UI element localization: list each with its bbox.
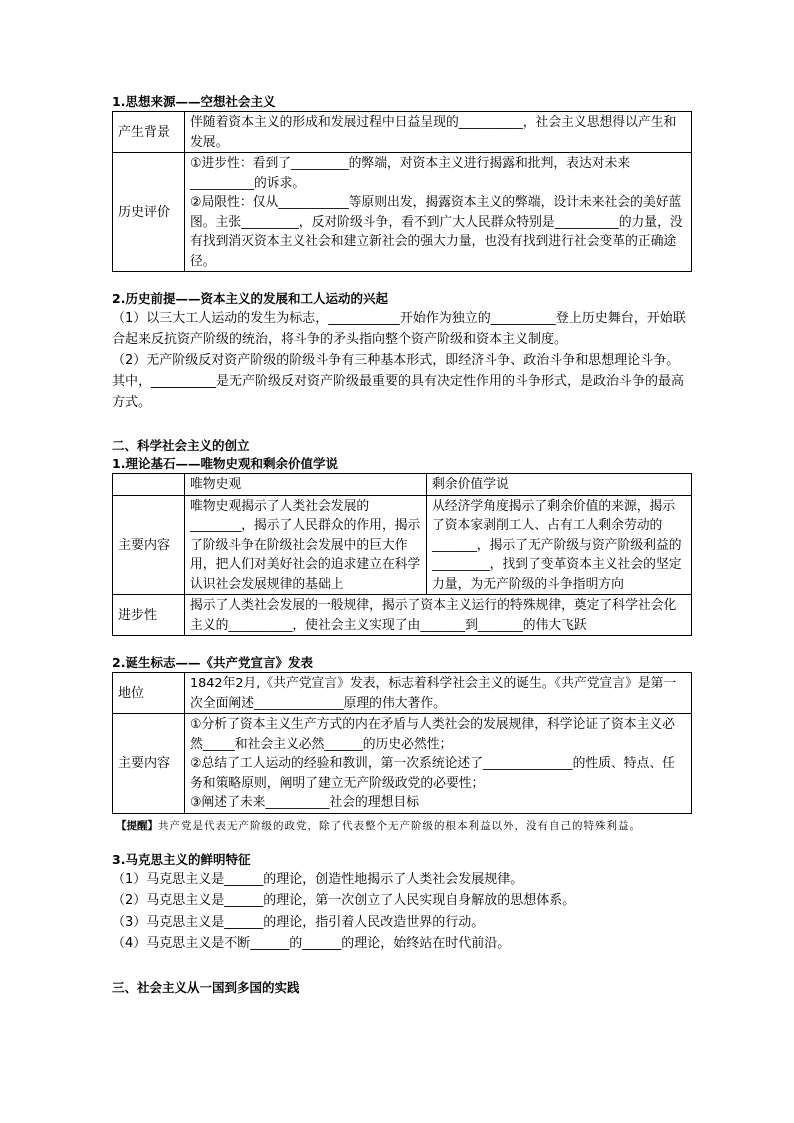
paragraph: （1）以三大工人运动的发生为标志，___________开始作为独立的__________登上历史舞台，开始联合起来反抗资产阶级的统治，将斗争的矛头指向整个资产阶级和资本主义制度。 xyxy=(112,311,686,347)
table-row xyxy=(113,495,692,595)
section-heading: 2.诞生标志——《共产党宣言》发表 xyxy=(112,655,313,670)
row-content xyxy=(185,153,692,272)
table-row xyxy=(113,112,692,153)
feature-list xyxy=(112,869,692,955)
reminder-note xyxy=(116,816,692,837)
empty-header-cell xyxy=(113,474,185,496)
row-label: 主要内容 xyxy=(113,714,185,814)
table-row xyxy=(113,153,692,272)
row-label: 历史评价 xyxy=(113,153,185,272)
theory-table xyxy=(112,473,692,636)
list-item: （3）马克思主义是______的理论，指引着人民改造世界的行动。 xyxy=(112,914,485,930)
row-content xyxy=(185,714,692,814)
manifesto-table xyxy=(112,672,692,814)
row-label: 进步性 xyxy=(113,595,185,636)
list-item: （1）马克思主义是______的理论，创造性地揭示了人类社会发展规律。 xyxy=(112,871,524,887)
content-item: ②总结了工人运动的经验和教训，第一次系统论述了______________的性质、特点、任务和策略原则，阐明了建立无产阶级政党的必要性； xyxy=(190,756,675,791)
column-header: 唯物史观 xyxy=(185,474,427,496)
table-header-row xyxy=(113,474,692,496)
table-cell: 从经济学角度揭示了剩余价值的来源，揭示了资本家剥削工人、占有工人剩余劳动的_______，揭示了无产阶级与资产阶级利益的_________，找到了变革资本主义社会的坚定力量，为无产阶级的斗争指明方向 xyxy=(427,495,692,595)
reminder-label: 【提醒】 xyxy=(116,819,158,832)
progressiveness-text: ①进步性：看到了_________的弊端，对资本主义进行揭露和批判，表达对未来__________的诉求。 xyxy=(190,156,631,191)
table-cell: 唯物史观揭示了人类社会发展的________，揭示了人民群众的作用，揭示了阶级斗争在阶级社会发展中的巨大作用，把人们对美好社会的追求建立在科学认识社会发展规律的基础上 xyxy=(185,495,427,595)
reminder-text: 共产党是代表无产阶级的政党，除了代表整个无产阶级的根本利益以外，没有自己的特殊利益。 xyxy=(158,819,641,832)
section-heading: 1.思想来源——空想社会主义 xyxy=(112,94,276,109)
section-heading: 2.历史前提——资本主义的发展和工人运动的兴起 xyxy=(112,291,388,306)
table-row xyxy=(113,595,692,636)
row-content: 伴随着资本主义的形成和发展过程中日益呈现的__________，社会主义思想得以产生和发展。 xyxy=(185,112,692,153)
part-title: 三、社会主义从一国到多国的实践 xyxy=(112,979,300,995)
content-item: ③阐述了未来__________社会的理想目标 xyxy=(190,795,420,810)
section-heading: 3.马克思主义的鲜明特征 xyxy=(112,851,251,867)
row-content: 1842年2月,《共产党宣言》发表，标志着科学社会主义的诞生。《共产党宣言》是第一次全面阐述______________原理的伟大著作。 xyxy=(185,673,692,714)
row-label: 地位 xyxy=(113,673,185,714)
paragraph: （2）无产阶级反对资产阶级的阶级斗争有三种基本形式，即经济斗争、政治斗争和思想理论斗争。其中，__________是无产阶级反对资产阶级最重要的具有决定性作用的斗争形式，是政治斗争的最高方式。 xyxy=(112,353,685,410)
table-row xyxy=(113,714,692,814)
document-page xyxy=(112,93,692,997)
utopian-socialism-table xyxy=(112,111,692,272)
list-item: （4）马克思主义是不断______的______的理论，始终站在时代前沿。 xyxy=(112,936,511,951)
list-item: （2）马克思主义是______的理论，第一次创立了人民实现自身解放的思想体系。 xyxy=(112,893,576,908)
section-heading: 1.理论基石——唯物史观和剩余价值学说 xyxy=(112,456,338,471)
table-cell: 揭示了人类社会发展的一般规律，揭示了资本主义运行的特殊规律，奠定了科学社会化主义的__________，使社会主义实现了由_______到_______的伟大飞跃 xyxy=(185,595,692,636)
row-label: 产生背景 xyxy=(113,112,185,153)
limitation-text: ②局限性：仅从___________等原则出发，揭露资本主义的弊端，设计未来社会的美好蓝图。主张_________，反对阶级斗争，看不到广大人民群众特别是__________的力量，没有找到消灭资本主义社会和建立新社会的强大力量，也没有找到进行社会变革的正确途径。 xyxy=(190,195,683,269)
part-title: 二、科学社会主义的创立 xyxy=(112,438,250,453)
table-row xyxy=(113,673,692,714)
content-item: ①分析了资本主义生产方式的内在矛盾与人类社会的发展规律，科学论证了资本主义必然_____和社会主义必然______的历史必然性； xyxy=(190,717,675,752)
row-label: 主要内容 xyxy=(113,495,185,595)
column-header: 剩余价值学说 xyxy=(427,474,692,496)
